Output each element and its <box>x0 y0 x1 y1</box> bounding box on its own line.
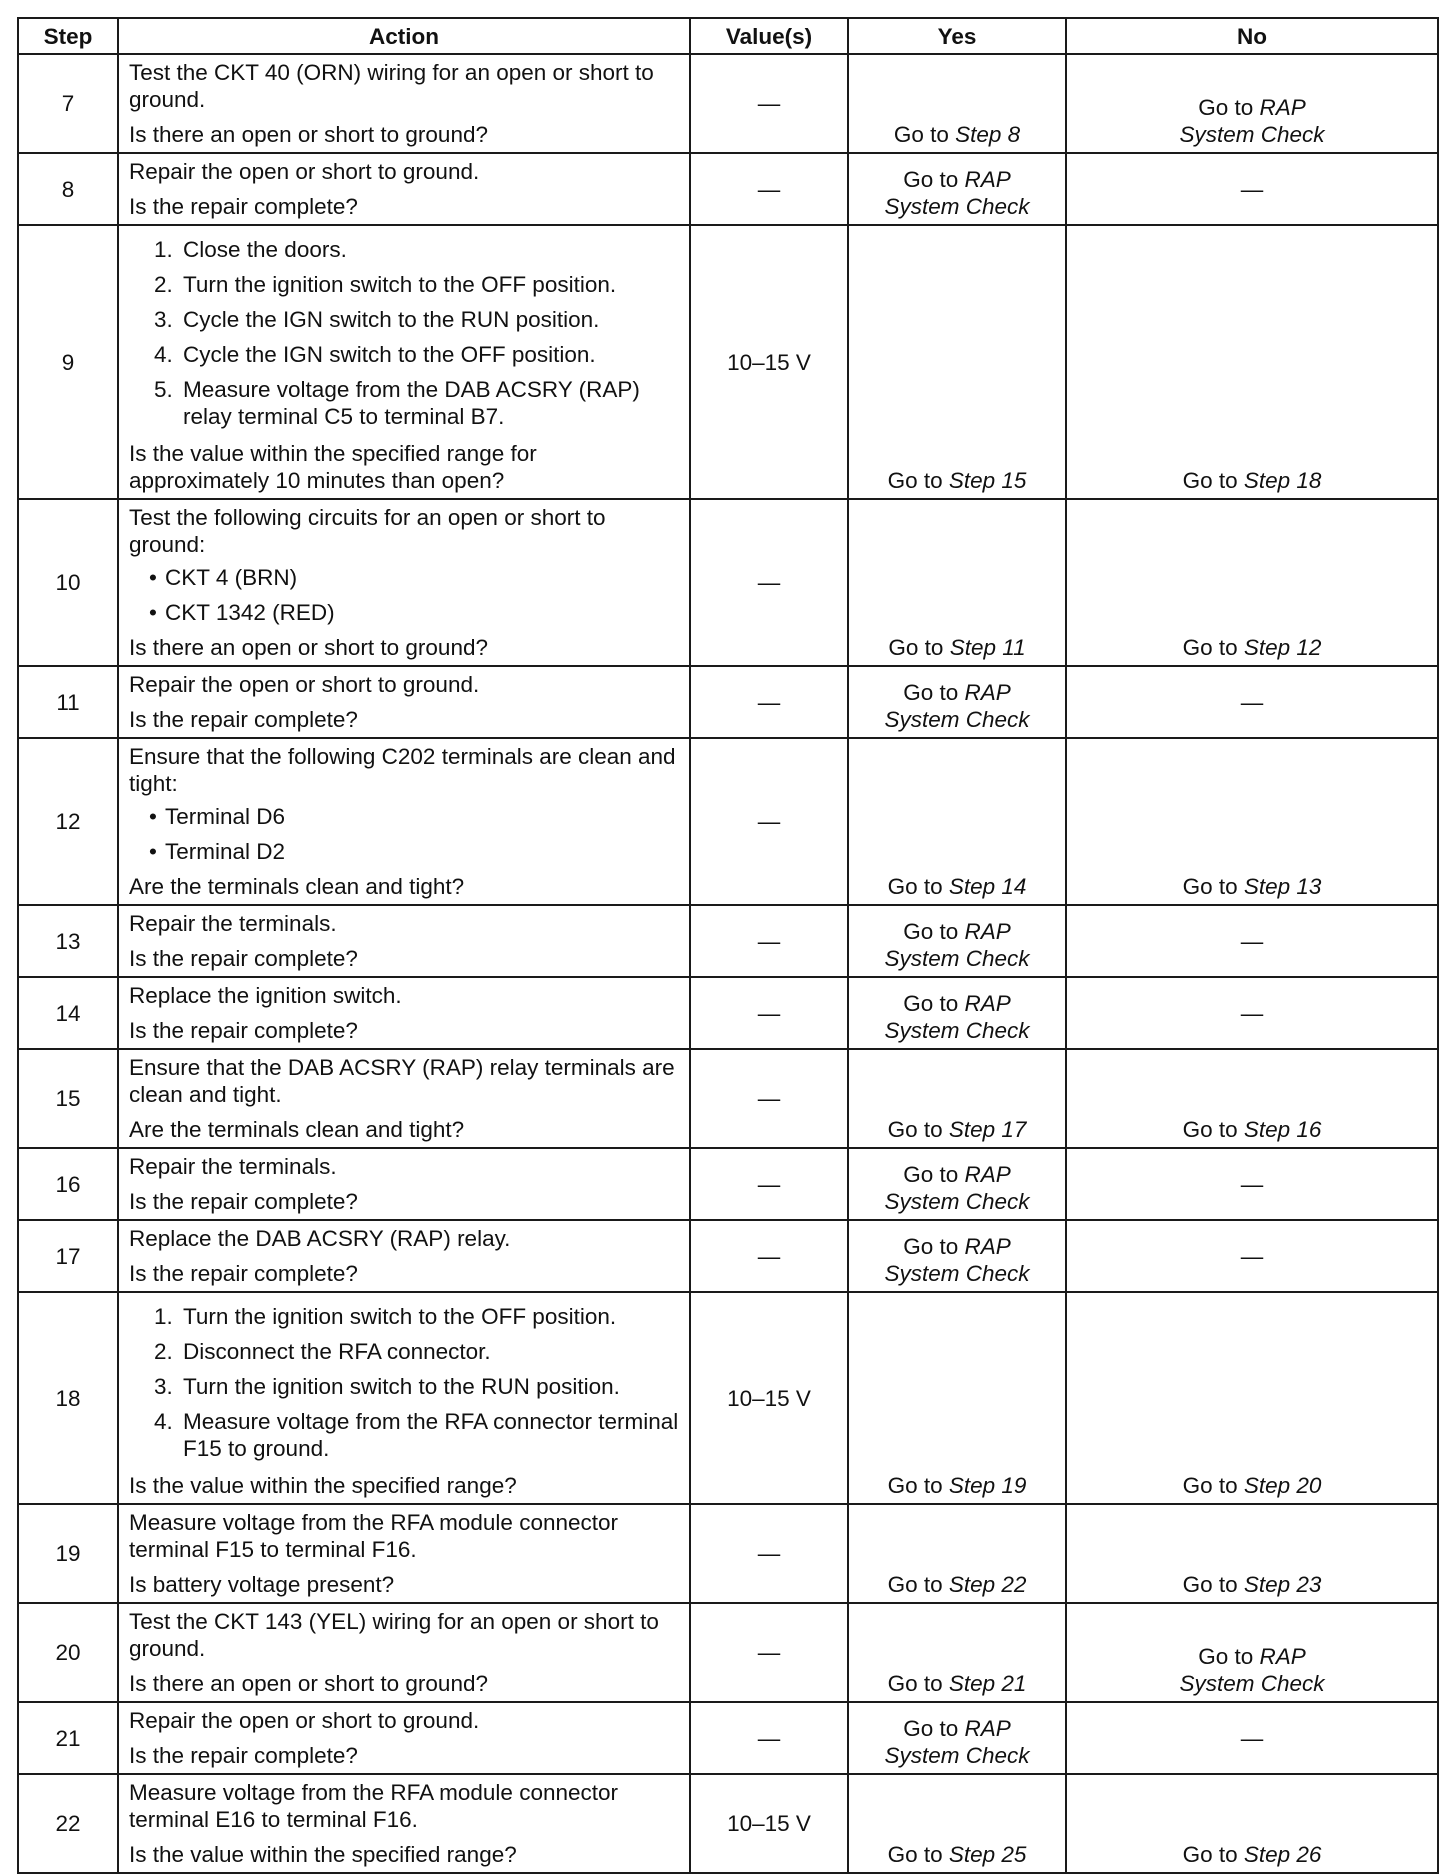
yes-cell <box>848 153 1066 225</box>
go-line <box>1073 94 1431 121</box>
go-to-label: Go to <box>1182 468 1238 493</box>
go-to-target <box>1073 634 1431 661</box>
target-name: Step 11 <box>949 635 1026 660</box>
action-text: Test the following circuits for an open or short to ground: <box>129 505 606 557</box>
go-line <box>855 706 1059 733</box>
no-cell <box>1066 1220 1438 1292</box>
target-name: Step 22 <box>948 1572 1027 1597</box>
step-number: 16 <box>18 1148 118 1220</box>
no-cell <box>1066 1702 1438 1774</box>
action-cell <box>118 738 690 905</box>
go-to-target <box>855 1116 1059 1143</box>
go-to-target <box>855 1715 1059 1769</box>
table-row <box>18 1603 1438 1702</box>
go-to-target <box>855 1571 1059 1598</box>
step-number: 17 <box>18 1220 118 1292</box>
target-name: RAP <box>964 1162 1011 1187</box>
step-number: 15 <box>18 1049 118 1148</box>
go-line <box>1073 121 1431 148</box>
go-to-target <box>855 679 1059 733</box>
action-question: Is there an open or short to ground? <box>129 635 488 660</box>
go-to-target <box>1073 1571 1431 1598</box>
action-question: Is the repair complete? <box>129 1189 358 1214</box>
target-name: RAP <box>964 991 1011 1016</box>
no-cell <box>1066 905 1438 977</box>
action-cell <box>118 1702 690 1774</box>
action-cell <box>118 499 690 666</box>
action-text: Repair the open or short to ground. <box>129 159 480 184</box>
go-to-label: Go to <box>1198 1644 1254 1669</box>
action-cell <box>118 54 690 153</box>
no-cell <box>1066 1292 1438 1504</box>
step-number: 19 <box>18 1504 118 1603</box>
go-line <box>855 1017 1059 1044</box>
target-name: RAP <box>1259 1644 1306 1669</box>
target-name: RAP <box>1259 95 1306 120</box>
table-row <box>18 1148 1438 1220</box>
no-cell <box>1066 1603 1438 1702</box>
go-to-target <box>855 918 1059 972</box>
go-to-target <box>1073 467 1431 494</box>
no-cell <box>1066 1774 1438 1873</box>
go-to-label: Go to <box>887 468 943 493</box>
header-action: Action <box>118 18 690 54</box>
go-line <box>855 1742 1059 1769</box>
target-name: Step 14 <box>948 874 1027 899</box>
target-name: System Check <box>884 707 1030 732</box>
diagnostic-procedure-document <box>17 17 1437 1874</box>
value-cell: — <box>690 977 848 1049</box>
no-cell <box>1066 54 1438 153</box>
value-cell: — <box>690 1504 848 1603</box>
go-to-label: Go to <box>887 1473 943 1498</box>
go-to-label: Go to <box>903 1234 959 1259</box>
action-question: Is the value within the specified range? <box>129 1473 517 1498</box>
action-cell <box>118 1603 690 1702</box>
yes-cell <box>848 225 1066 499</box>
bullet-list <box>129 803 681 865</box>
target-name: Step 8 <box>955 122 1021 147</box>
go-line <box>855 990 1059 1017</box>
step-number: 7 <box>18 54 118 153</box>
yes-cell <box>848 1702 1066 1774</box>
target-name: Step 19 <box>948 1473 1027 1498</box>
action-question: Is the repair complete? <box>129 946 358 971</box>
no-cell <box>1066 153 1438 225</box>
target-name: Step 16 <box>1243 1117 1322 1142</box>
header-no: No <box>1066 18 1438 54</box>
step-number: 18 <box>18 1292 118 1504</box>
target-name: System Check <box>1179 1671 1325 1696</box>
target-name: System Check <box>884 1743 1030 1768</box>
go-to-target <box>1073 1643 1431 1697</box>
dash: — <box>1240 176 1264 202</box>
table-row <box>18 905 1438 977</box>
no-cell <box>1066 225 1438 499</box>
step-number: 20 <box>18 1603 118 1702</box>
value-cell: — <box>690 738 848 905</box>
go-to-label: Go to <box>893 122 949 147</box>
go-line <box>855 918 1059 945</box>
procedure-step: 4. Measure voltage from the RFA connector terminal F15 to ground. <box>179 1408 681 1462</box>
table-body <box>18 54 1438 1873</box>
value-cell: 10–15 V <box>690 1292 848 1504</box>
target-name: RAP <box>964 1716 1011 1741</box>
action-text: Ensure that the DAB ACSRY (RAP) relay terminals are clean and tight. <box>129 1055 675 1107</box>
table-row <box>18 1702 1438 1774</box>
bullet-item: • CKT 1342 (RED) <box>149 599 681 626</box>
value-cell: — <box>690 1702 848 1774</box>
value-cell: 10–15 V <box>690 1774 848 1873</box>
dash: — <box>1240 689 1264 715</box>
procedure-step: 1. Close the doors. <box>179 236 681 263</box>
action-cell <box>118 1504 690 1603</box>
step-number: 8 <box>18 153 118 225</box>
action-text: Repair the open or short to ground. <box>129 1708 480 1733</box>
go-to-label: Go to <box>1182 874 1238 899</box>
go-line <box>855 166 1059 193</box>
diagnostic-table <box>17 17 1439 1874</box>
action-question: Is the repair complete? <box>129 1261 358 1286</box>
go-to-label: Go to <box>888 635 944 660</box>
target-name: Step 25 <box>948 1842 1027 1867</box>
table-row <box>18 1504 1438 1603</box>
yes-cell <box>848 977 1066 1049</box>
no-cell <box>1066 499 1438 666</box>
go-to-label: Go to <box>1182 635 1238 660</box>
go-to-target <box>855 1233 1059 1287</box>
table-row <box>18 1220 1438 1292</box>
step-number: 14 <box>18 977 118 1049</box>
target-name: Step 23 <box>1243 1572 1322 1597</box>
action-question: Is the repair complete? <box>129 194 358 219</box>
go-to-label: Go to <box>903 167 959 192</box>
procedure-step: 2. Turn the ignition switch to the OFF position. <box>179 271 681 298</box>
target-name: RAP <box>964 167 1011 192</box>
go-to-label: Go to <box>1182 1117 1238 1142</box>
action-question: Are the terminals clean and tight? <box>129 1117 465 1142</box>
go-to-target <box>1073 1116 1431 1143</box>
go-line <box>855 1260 1059 1287</box>
no-cell <box>1066 1148 1438 1220</box>
go-to-target <box>855 990 1059 1044</box>
numbered-steps <box>129 236 681 430</box>
table-row <box>18 54 1438 153</box>
dash: — <box>1240 1171 1264 1197</box>
target-name: System Check <box>884 1018 1030 1043</box>
no-cell <box>1066 1049 1438 1148</box>
yes-cell <box>848 54 1066 153</box>
step-number: 11 <box>18 666 118 738</box>
go-to-target <box>1073 1841 1431 1868</box>
target-name: RAP <box>964 680 1011 705</box>
go-to-label: Go to <box>903 919 959 944</box>
target-name: Step 26 <box>1243 1842 1322 1867</box>
action-question: Is there an open or short to ground? <box>129 122 488 147</box>
yes-cell <box>848 499 1066 666</box>
target-name: Step 18 <box>1243 468 1322 493</box>
target-name: Step 17 <box>948 1117 1027 1142</box>
action-cell <box>118 1774 690 1873</box>
procedure-step: 2. Disconnect the RFA connector. <box>179 1338 681 1365</box>
value-cell: — <box>690 1220 848 1292</box>
action-text: Replace the ignition switch. <box>129 983 402 1008</box>
action-question: Is the repair complete? <box>129 1018 358 1043</box>
step-number: 12 <box>18 738 118 905</box>
target-name: RAP <box>964 919 1011 944</box>
header-yes: Yes <box>848 18 1066 54</box>
go-line <box>1073 1643 1431 1670</box>
action-question: Is the repair complete? <box>129 707 358 732</box>
go-to-label: Go to <box>887 1842 943 1867</box>
value-cell: — <box>690 153 848 225</box>
step-number: 22 <box>18 1774 118 1873</box>
table-row <box>18 666 1438 738</box>
go-line <box>855 1233 1059 1260</box>
action-question: Are the terminals clean and tight? <box>129 874 465 899</box>
go-to-label: Go to <box>903 1716 959 1741</box>
value-cell: — <box>690 1148 848 1220</box>
action-text: Repair the terminals. <box>129 1154 337 1179</box>
target-name: System Check <box>1179 122 1325 147</box>
go-to-target <box>1073 1472 1431 1499</box>
action-question: Is the value within the specified range? <box>129 1842 517 1867</box>
go-to-label: Go to <box>1182 1572 1238 1597</box>
value-cell: — <box>690 499 848 666</box>
action-text: Repair the terminals. <box>129 911 337 936</box>
go-line <box>855 193 1059 220</box>
action-text: Measure voltage from the RFA module connector terminal E16 to terminal F16. <box>129 1780 619 1832</box>
action-cell <box>118 1220 690 1292</box>
target-name: System Check <box>884 194 1030 219</box>
yes-cell <box>848 738 1066 905</box>
table-row <box>18 1292 1438 1504</box>
action-cell <box>118 1148 690 1220</box>
step-number: 9 <box>18 225 118 499</box>
go-line <box>855 1161 1059 1188</box>
value-cell: — <box>690 1049 848 1148</box>
target-name: System Check <box>884 1261 1030 1286</box>
table-header-row <box>18 18 1438 54</box>
go-to-label: Go to <box>903 1162 959 1187</box>
numbered-steps <box>129 1303 681 1462</box>
target-name: Step 20 <box>1243 1473 1322 1498</box>
table-row <box>18 153 1438 225</box>
no-cell <box>1066 666 1438 738</box>
go-to-target <box>855 1670 1059 1697</box>
target-name: System Check <box>884 946 1030 971</box>
action-question: Is battery voltage present? <box>129 1572 395 1597</box>
procedure-step: 1. Turn the ignition switch to the OFF position. <box>179 1303 681 1330</box>
table-row <box>18 738 1438 905</box>
dash: — <box>1240 1243 1264 1269</box>
target-name: Step 21 <box>948 1671 1027 1696</box>
go-to-target <box>855 166 1059 220</box>
procedure-step: 3. Cycle the IGN switch to the RUN position. <box>179 306 681 333</box>
table-row <box>18 225 1438 499</box>
go-to-label: Go to <box>903 680 959 705</box>
go-to-label: Go to <box>887 1671 943 1696</box>
bullet-item: • Terminal D2 <box>149 838 681 865</box>
go-line <box>855 679 1059 706</box>
bullet-list <box>129 564 681 626</box>
yes-cell <box>848 1292 1066 1504</box>
go-to-target <box>1073 94 1431 148</box>
procedure-step: 5. Measure voltage from the DAB ACSRY (RAP) relay terminal C5 to terminal B7. <box>179 376 681 430</box>
value-cell: — <box>690 1603 848 1702</box>
table-row <box>18 977 1438 1049</box>
yes-cell <box>848 905 1066 977</box>
go-to-label: Go to <box>1182 1473 1238 1498</box>
target-name: RAP <box>964 1234 1011 1259</box>
yes-cell <box>848 1603 1066 1702</box>
action-text: Repair the open or short to ground. <box>129 672 480 697</box>
action-cell <box>118 1049 690 1148</box>
no-cell <box>1066 738 1438 905</box>
dash: — <box>1240 928 1264 954</box>
go-to-label: Go to <box>1182 1842 1238 1867</box>
go-to-label: Go to <box>887 874 943 899</box>
dash: — <box>1240 1725 1264 1751</box>
go-to-label: Go to <box>903 991 959 1016</box>
target-name: Step 12 <box>1243 635 1322 660</box>
action-cell <box>118 905 690 977</box>
procedure-step: 3. Turn the ignition switch to the RUN position. <box>179 1373 681 1400</box>
action-cell <box>118 666 690 738</box>
action-text: Ensure that the following C202 terminals are clean and tight: <box>129 744 676 796</box>
step-number: 13 <box>18 905 118 977</box>
target-name: Step 15 <box>948 468 1027 493</box>
go-to-target <box>1073 873 1431 900</box>
procedure-step: 4. Cycle the IGN switch to the OFF position. <box>179 341 681 368</box>
no-cell <box>1066 977 1438 1049</box>
value-cell: 10–15 V <box>690 225 848 499</box>
action-cell <box>118 977 690 1049</box>
go-to-target <box>855 1472 1059 1499</box>
go-to-label: Go to <box>1198 95 1254 120</box>
yes-cell <box>848 666 1066 738</box>
yes-cell <box>848 1049 1066 1148</box>
yes-cell <box>848 1504 1066 1603</box>
target-name: System Check <box>884 1189 1030 1214</box>
action-question: Is the repair complete? <box>129 1743 358 1768</box>
step-number: 21 <box>18 1702 118 1774</box>
bullet-item: • Terminal D6 <box>149 803 681 830</box>
go-to-target <box>855 1841 1059 1868</box>
yes-cell <box>848 1220 1066 1292</box>
step-number: 10 <box>18 499 118 666</box>
go-to-label: Go to <box>887 1572 943 1597</box>
action-text: Replace the DAB ACSRY (RAP) relay. <box>129 1226 511 1251</box>
no-cell <box>1066 1504 1438 1603</box>
go-line <box>855 945 1059 972</box>
go-to-target <box>855 467 1059 494</box>
action-question: Is there an open or short to ground? <box>129 1671 488 1696</box>
action-text: Test the CKT 143 (YEL) wiring for an open or short to ground. <box>129 1609 659 1661</box>
action-text: Test the CKT 40 (ORN) wiring for an open or short to ground. <box>129 60 654 112</box>
go-to-target <box>855 634 1059 661</box>
value-cell: — <box>690 666 848 738</box>
value-cell: — <box>690 905 848 977</box>
table-row <box>18 1049 1438 1148</box>
action-cell <box>118 1292 690 1504</box>
target-name: Step 13 <box>1243 874 1322 899</box>
action-cell <box>118 225 690 499</box>
action-question: Is the value within the specified range for approximately 10 minutes than open? <box>129 441 537 493</box>
go-to-label: Go to <box>887 1117 943 1142</box>
value-cell: — <box>690 54 848 153</box>
go-line <box>855 1715 1059 1742</box>
header-values: Value(s) <box>690 18 848 54</box>
action-text: Measure voltage from the RFA module connector terminal F15 to terminal F16. <box>129 1510 619 1562</box>
table-row <box>18 1774 1438 1873</box>
yes-cell <box>848 1148 1066 1220</box>
bullet-item: • CKT 4 (BRN) <box>149 564 681 591</box>
action-cell <box>118 153 690 225</box>
go-line <box>1073 1670 1431 1697</box>
go-line <box>855 1188 1059 1215</box>
dash: — <box>1240 1000 1264 1026</box>
go-to-target <box>855 121 1059 148</box>
yes-cell <box>848 1774 1066 1873</box>
header-step: Step <box>18 18 118 54</box>
table-row <box>18 499 1438 666</box>
go-to-target <box>855 873 1059 900</box>
go-to-target <box>855 1161 1059 1215</box>
